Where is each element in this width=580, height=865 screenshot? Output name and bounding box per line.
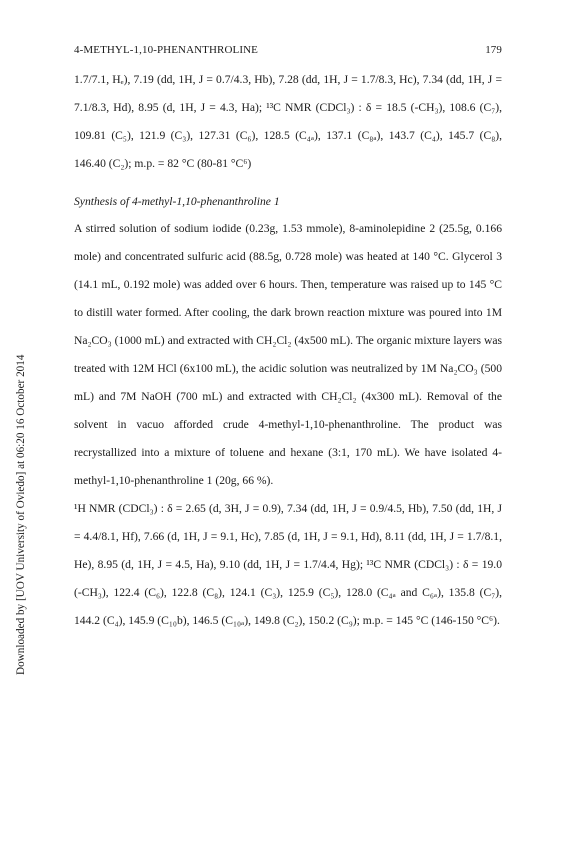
- section-heading: Synthesis of 4-methyl-1,10-phenanthroline 1: [74, 195, 280, 208]
- nmr-data-paragraph: ¹H NMR (CDCl₃) : δ = 2.65 (d, 3H, J = 0.9), 7.34 (dd, 1H, J = 0.9/4.5, Hb), 7.50 (dd, 1H, J = 4.4/8.1, Hf), 7.66 (d, 1H, J = 9.1, Hc), 7.85 (d, 1H, J = 9.1, Hd), 8.11 (dd, 1H, J = 1.7/8.1, He), 8.95 (d, 1H, J = 4.5, Ha), 9.10 (dd, 1H, J = 1.7/4.4, Hg); ¹³C NMR (CDCl₃) : δ = 19.0 (-CH₃), 122.4 (C₆), 122.8 (C₈), 124.1 (C₃), 125.9 (C₅), 128.0 (C₄ₐ and C₆ₐ), 135.8 (C₇), 144.2 (C₄), 145.9 (C₁₀b), 146.5 (C₁₀ₐ), 149.8 (C₂), 150.2 (C₉); m.p. = 145 °C (146-150 °C⁶).: [74, 502, 502, 627]
- synthesis-procedure-paragraph: A stirred solution of sodium iodide (0.23g, 1.53 mmole), 8-aminolepidine 2 (25.5g, 0.166 mole) and concentrated sulfuric acid (88.5g, 0.728 mole) was heated at 140 °C. Glycerol 3 (14.1 mL, 0.192 mole) was added over 6 hours. Then, temperature was raised up to 145 °C to distill water formed. After cooling, the dark brown reaction mixture was poured into 1M Na₂CO₃ (1000 mL) and extracted with CH₂Cl₂ (4x500 mL). The organic mixture layers was treated with 12M HCl (6x100 mL), the acidic solution was neutralized by 1M Na₂CO₃ (500 mL) and 7M NaOH (700 mL) and extracted with CH₂Cl₂ (4x300 mL). Removal of the solvent in vacuo afforded crude 4-methyl-1,10-phenanthroline. The product was recrystallized into a mixture of toluene and hexane (3:1, 170 mL). We have isolated 4-methyl-1,10-phenanthroline 1 (20g, 66 %).: [74, 222, 502, 487]
- download-watermark-text: Downloaded by [UOV University of Oviedo] at 06:20 16 October 2014: [15, 354, 27, 675]
- running-header: [74, 44, 502, 60]
- continued-nmr-paragraph: 1.7/7.1, Hₑ), 7.19 (dd, 1H, J = 0.7/4.3, Hb), 7.28 (dd, 1H, J = 1.7/8.3, Hc), 7.34 (dd, 1H, J = 7.1/8.3, Hd), 8.95 (d, 1H, J = 4.3, Ha); ¹³C NMR (CDCl₃) : δ = 18.5 (-CH₃), 108.6 (C₇), 109.81 (C₅), 121.9 (C₃), 127.31 (C₆), 128.5 (C₄ₐ), 137.1 (C₈ₐ), 143.7 (C₄), 145.7 (C₈), 146.40 (C₂); m.p. = 82 °C (80-81 °C⁶): [74, 73, 502, 170]
- page-body: [74, 66, 502, 635]
- download-watermark: [14, 155, 28, 675]
- page-number: 179: [485, 44, 502, 56]
- running-title: 4-METHYL-1,10-PHENANTHROLINE: [74, 44, 258, 56]
